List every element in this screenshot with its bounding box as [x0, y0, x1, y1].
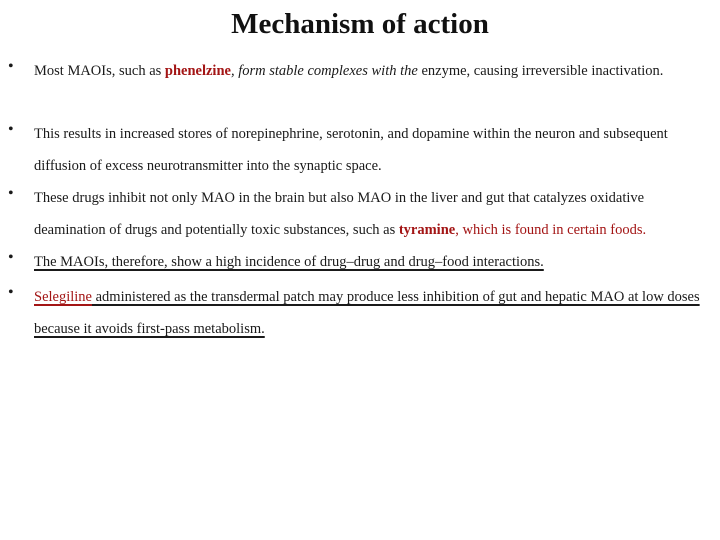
bullet-text [34, 182, 712, 246]
drug-name-highlight: tyramine [398, 222, 456, 238]
bullet-item [8, 281, 712, 345]
text-run: enzyme, causing irreversible inactivation. [421, 63, 664, 79]
bullet-dot: • [8, 284, 14, 301]
underlined-text: The MAOIs, therefore, show a high incidence of drug–drug and drug–food interactions. [34, 254, 544, 270]
bullet-dot: • [8, 249, 14, 266]
bullet-dot: • [8, 185, 14, 202]
bullet-text: This results in increased stores of norepinephrine, serotonin, and dopamine within the neuron and subsequent diffusion of excess neurotransmitter into the synaptic space. [34, 126, 668, 174]
bullet-item [8, 55, 712, 87]
drug-name-highlight: Selegiline [34, 289, 92, 305]
bullet-item [8, 182, 712, 246]
highlight-text-run: , which is found in certain foods. [455, 222, 647, 238]
bullet-item [8, 118, 712, 182]
bullet-text [34, 246, 712, 278]
italic-text-run: , form stable complexes with the [230, 63, 422, 79]
underlined-text: administered as the transdermal patch may produce less inhibition of gut and hepatic MAO at low doses because it avoids first-pass metabolism. [34, 289, 700, 337]
text-run: Most MAOIs, such as [34, 63, 165, 79]
bullet-text [34, 55, 712, 87]
bullet-text [34, 281, 712, 345]
bullet-item [8, 246, 712, 278]
text-run: These drugs inhibit not only MAO in the brain but also MAO in the liver and gut that catalyzes oxidative deamination of drugs and potentially toxic substances, such as [34, 190, 645, 238]
drug-name-highlight: phenelzine [164, 63, 231, 79]
bullet-dot: • [8, 58, 14, 75]
slide-title: Mechanism of action [231, 8, 489, 40]
bullet-dot: • [8, 121, 14, 138]
